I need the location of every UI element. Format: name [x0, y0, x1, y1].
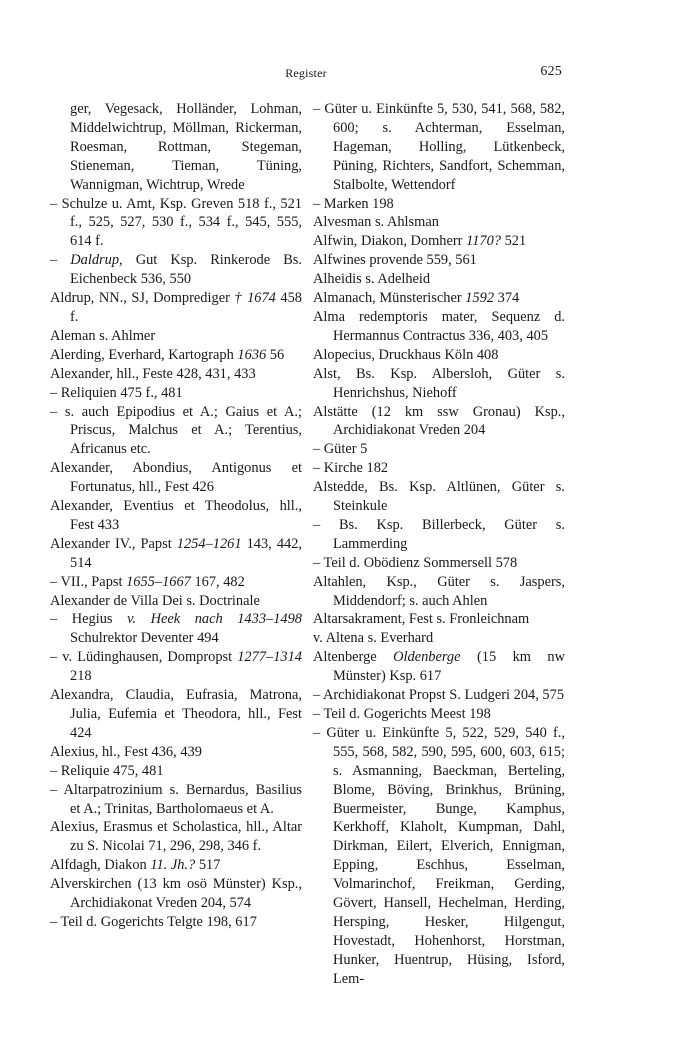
index-entry — [50, 762, 302, 781]
index-entry — [313, 459, 565, 478]
entry-text: Alstätte (12 km ssw Gronau) Ksp., Archidiakonat Vreden 204 — [313, 403, 565, 439]
index-entry — [313, 478, 565, 516]
entry-text: – Altarpatrozinium s. Bernardus, Basilius et A.; Trinitas, Bartholomaeus et A. — [50, 781, 302, 817]
entry-text: – — [50, 252, 71, 269]
index-entry — [50, 610, 302, 648]
entry-text: Schulrektor Deventer 494 — [70, 630, 219, 647]
index-entry — [50, 913, 302, 932]
entry-text: ger, Vegesack, Holländer, Lohman, Middelwichtrup, Möllman, Rickerman, Roesman, Rottman, Stegeman, Stieneman, Tieman, Tüning, Wannigman, Wichtrup, Wrede — [70, 101, 302, 193]
entry-text: 143, 442, 514 — [70, 535, 303, 571]
entry-text: 167, 482 — [190, 573, 245, 590]
italic-text: Daldrup, — [70, 252, 123, 269]
entry-text: – v. Lüdinghausen, Dompropst — [50, 649, 238, 666]
entry-text: v. Altena s. Everhard — [313, 630, 434, 647]
index-entry — [50, 875, 302, 913]
index-entry — [313, 195, 565, 214]
entry-text: – Marken 198 — [313, 195, 394, 212]
entry-text: Alma redemptoris mater, Sequenz d. Hermannus Contractus 336, 403, 405 — [313, 308, 565, 344]
entry-text: – Bs. Ksp. Billerbeck, Güter s. Lammerding — [313, 516, 565, 552]
entry-text: Alfwin, Diakon, Domherr — [313, 233, 467, 250]
index-entry — [313, 648, 565, 686]
index-entry — [313, 346, 565, 365]
entry-text: – s. auch Epipodius et A.; Gaius et A.; Priscus, Malchus et A.; Terentius, Africanus etc. — [50, 403, 302, 458]
entry-text: Altarsakrament, Fest s. Fronleichnam — [313, 611, 530, 628]
entry-text: Alstedde, Bs. Ksp. Altlünen, Güter s. Steinkule — [313, 479, 565, 515]
index-entry — [50, 365, 302, 384]
index-entry — [313, 308, 565, 346]
index-entry — [50, 592, 302, 611]
index-entry — [50, 686, 302, 743]
index-entry — [313, 629, 565, 648]
entry-text: – Güter 5 — [313, 441, 368, 458]
italic-text: 1170? — [466, 233, 501, 250]
entry-text: Alvesman s. Ahlsman — [313, 214, 439, 231]
index-entry — [50, 384, 302, 403]
entry-text: Aldrup, NN., SJ, Domprediger — [50, 290, 235, 307]
entry-text: Alst, Bs. Ksp. Albersloh, Güter s. Henrichshus, Niehoff — [313, 365, 565, 401]
index-entry — [50, 497, 302, 535]
italic-text: 1592 — [465, 290, 495, 307]
entry-text: – Archidiakonat Propst S. Ludgeri 204, 575 — [313, 687, 565, 704]
entry-text: 521 — [501, 233, 527, 250]
entry-text: Almanach, Münsterischer — [313, 290, 466, 307]
index-entry — [50, 573, 302, 592]
italic-text: † 1674 — [234, 290, 276, 307]
entry-text: 458 f. — [70, 290, 302, 325]
index-entry — [313, 724, 565, 989]
index-entry — [50, 648, 302, 686]
entry-text: Alerding, Everhard, Kartograph — [50, 346, 238, 363]
left-column — [50, 100, 302, 932]
entry-text: – Güter u. Einkünfte 5, 522, 529, 540 f., 555, 568, 582, 590, 595, 600, 603, 615; s. Asmanning, Baeckman, Berteling, Blome, Böving, Brinkhus, Brüning, Buermeister, Bunge, Kamphus, Kerkhoff, Klaholt, Kumpman, Dahl, Dirkman, Eilert, Elverich, Ennigman, Epping, Eschhus, Esselman, Volmarinchof, Freikman, Gerding, Gövert, Hansell, Hechelman, Herding, Hersping, Hesker, Hilgengut, Hovestadt, Hohenhorst, Horstman, Hunker, Huentrup, Hüsing, Isford, Lem- — [313, 724, 565, 987]
index-entry — [313, 705, 565, 724]
index-entry — [313, 365, 565, 403]
italic-text: v. Heek nach 1433–1498 — [127, 611, 302, 628]
entry-text: Altahlen, Ksp., Güter s. Jaspers, Middendorf; s. auch Ahlen — [313, 573, 565, 609]
index-entry — [50, 289, 302, 327]
entry-text: Alopecius, Druckhaus Köln 408 — [313, 346, 499, 363]
entry-text: Alexandra, Claudia, Eufrasia, Matrona, Julia, Eufemia et Theodora, hll., Fest 424 — [50, 687, 302, 741]
index-entry — [50, 403, 302, 460]
index-entry — [313, 232, 565, 251]
index-entry — [50, 818, 302, 856]
italic-text: 1655–1667 — [126, 573, 191, 590]
index-entry — [50, 743, 302, 762]
index-entry — [313, 270, 565, 289]
index-entry — [313, 573, 565, 611]
entry-text: Alexius, Erasmus et Scholastica, hll., Altar zu S. Nicolai 71, 296, 298, 346 f. — [50, 819, 302, 855]
entry-text: – Schulze u. Amt, Ksp. Greven 518 f., 521 f., 525, 527, 530 f., 534 f., 545, 555, 614 f. — [50, 195, 302, 250]
entry-text: Alexander de Villa Dei s. Doctrinale — [50, 592, 260, 609]
entry-text: – Teil d. Obödienz Sommersell 578 — [313, 554, 518, 571]
entry-text: Aleman s. Ahlmer — [50, 327, 156, 344]
index-entry — [50, 251, 302, 289]
index-entry — [50, 459, 302, 497]
entry-text: 218 — [70, 668, 92, 685]
italic-text: 1277–1314 — [237, 649, 302, 666]
entry-text: Alexander IV., Papst — [50, 535, 177, 552]
entry-text: – Reliquien 475 f., 481 — [50, 384, 183, 401]
entry-text: – Reliquie 475, 481 — [50, 762, 164, 779]
entry-text: – VII., Papst — [50, 573, 127, 590]
index-entry-continuation — [50, 100, 302, 195]
index-entry — [50, 195, 302, 252]
entry-text: Alfdagh, Diakon — [50, 857, 151, 874]
entry-text: Alexander, Abondius, Antigonus et Fortunatus, hll., Fest 426 — [50, 460, 302, 496]
index-entry — [313, 686, 565, 705]
index-entry — [313, 610, 565, 629]
entry-text: Alexander, Eventius et Theodolus, hll., Fest 433 — [50, 498, 302, 533]
entry-text: 517 — [195, 857, 221, 874]
header-title: Register — [285, 66, 327, 80]
right-column — [313, 100, 565, 989]
entry-text: Alfwines provende 559, 561 — [313, 252, 477, 269]
index-entry — [50, 327, 302, 346]
index-entry — [313, 100, 565, 195]
index-entry — [313, 403, 565, 441]
index-entry — [50, 781, 302, 819]
italic-text: 1254–1261 — [176, 535, 242, 552]
entry-text: Alexander, hll., Feste 428, 431, 433 — [50, 365, 256, 382]
entry-text: – Hegius — [50, 611, 128, 628]
entry-text: Altenberge — [313, 649, 394, 666]
running-header — [50, 64, 562, 84]
entry-text: 56 — [266, 346, 285, 363]
entry-text: Alverskirchen (13 km osö Münster) Ksp., Archidiakonat Vreden 204, 574 — [50, 876, 302, 912]
page-number: 625 — [540, 64, 562, 79]
entry-text: Alexius, hl., Fest 436, 439 — [50, 743, 202, 760]
index-entry — [50, 346, 302, 365]
index-entry — [313, 289, 565, 308]
entry-text: – Kirche 182 — [313, 460, 389, 477]
italic-text: Oldenberge — [393, 649, 461, 666]
italic-text: 1636 — [237, 346, 267, 363]
index-entry — [50, 535, 302, 573]
entry-text: Alheidis s. Adelheid — [313, 271, 431, 288]
index-entry — [313, 440, 565, 459]
entry-text: (15 km nw Münster) Ksp. 617 — [333, 649, 565, 685]
entry-text: – Teil d. Gogerichts Telgte 198, 617 — [50, 913, 257, 930]
index-entry — [50, 856, 302, 875]
index-entry — [313, 251, 565, 270]
entry-text: Gut Ksp. Rinkerode Bs. Eichenbeck 536, 550 — [70, 252, 302, 288]
entry-text: – Güter u. Einkünfte 5, 530, 541, 568, 582, 600; s. Achterman, Esselman, Hageman, Holling, Lütkenbeck, Püning, Richters, Sandfort, Schemman, Stalbolte, Wettendorf — [313, 101, 565, 193]
italic-text: 11. Jh.? — [150, 857, 196, 874]
index-entry — [313, 516, 565, 554]
index-entry — [313, 213, 565, 232]
index-entry — [313, 554, 565, 573]
entry-text: 374 — [494, 290, 520, 307]
entry-text: – Teil d. Gogerichts Meest 198 — [313, 706, 491, 722]
